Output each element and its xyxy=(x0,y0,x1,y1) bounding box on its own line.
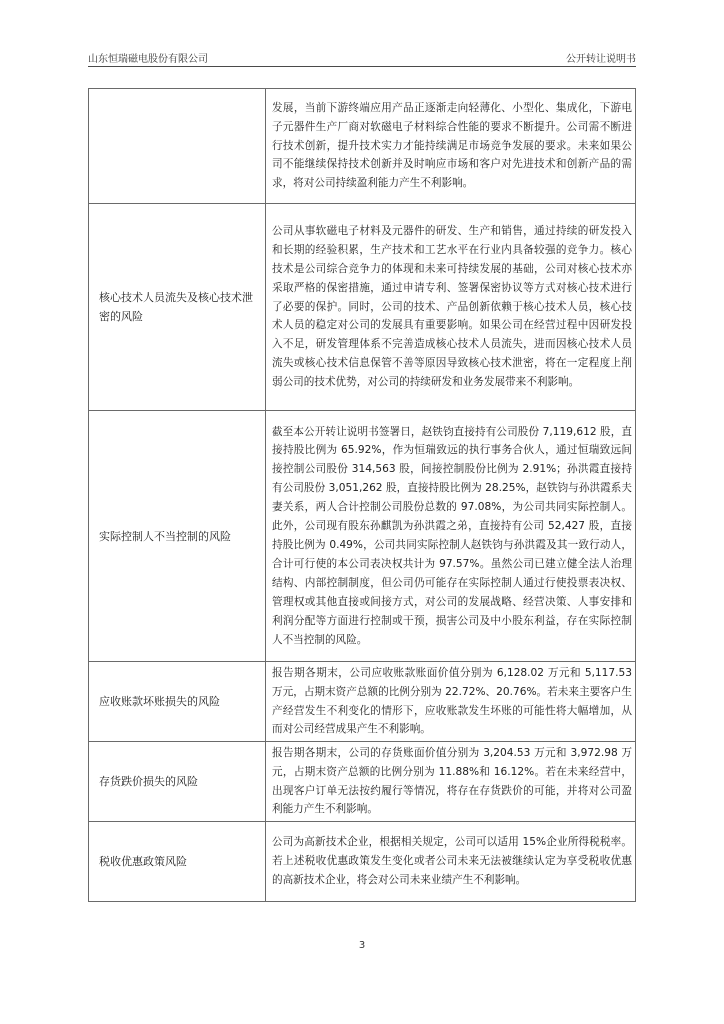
risk-description: 报告期各期末，公司的存货账面价值分别为 3,204.53 万元和 3,972.98 万元，占期末资产总额的比例分别为 11.88%和 16.12%。若在未来经营中，出现客户订单无法按约履行等情况，将存在存货跌价的可能，并将对公司盈利能力产生不利影响。 xyxy=(266,742,636,822)
risk-description: 截至本公开转让说明书签署日，赵铁钧直接持有公司股份 7,119,612 股，直接持股比例为 65.92%，作为恒瑞致远的执行事务合伙人，通过恒瑞致远间接控制公司股份 314,563 股，间接控制股份比例为 2.91%；孙洪霞直接持有公司股份 3,051,262 股，直接持股比例为 28.25%，赵铁钧与孙洪霞系夫妻关系，两人合计控制公司股份总数的 97.08%，为公司共同实际控制人。此外，公司现有股东孙麒凯为孙洪霞之弟，直接持有公司 52,427 股，直接持股比例为 0.49%，公司共同实际控制人赵铁钧与孙洪霞及其一致行动人，合计可行使的本公司表决权共计为 97.57%。虽然公司已建立健全法人治理结构、内部控制制度，但公司仍可能存在实际控制人通过行使投票表决权、管理权或其他直接或间接方式，对公司的发展战略、经营决策、人事安排和利润分配等方面进行控制或干预，损害公司及中小股东利益，存在实际控制人不当控制的风险。 xyxy=(266,411,636,662)
page-number: 3 xyxy=(358,940,366,951)
risk-name: 应收账款坏账损失的风险 xyxy=(89,662,266,742)
risk-name: 核心技术人员流失及核心技术泄密的风险 xyxy=(89,204,266,411)
table-row xyxy=(89,822,636,902)
risk-name: 税收优惠政策风险 xyxy=(89,822,266,902)
risk-description: 公司从事软磁电子材料及元器件的研发、生产和销售，通过持续的研发投入和长期的经验积累，生产技术和工艺水平在行业内具备较强的竞争力。核心技术是公司综合竞争力的体现和未来可持续发展的基础，公司对核心技术亦采取严格的保密措施，通过申请专利、签署保密协议等方式对核心技术进行了必要的保护。同时，公司的技术、产品创新依赖于核心技术人员，核心技术人员的稳定对公司的发展具有重要影响。如果公司在经营过程中因研发投入不足，研发管理体系不完善造成核心技术人员流失，进而因核心技术人员流失或核心技术信息保管不善等原因导致核心技术泄密，将在一定程度上削弱公司的技术优势，对公司的持续研发和业务发展带来不利影响。 xyxy=(266,204,636,411)
document-title: 公开转让说明书 xyxy=(566,54,636,65)
risk-description: 发展，当前下游终端应用产品正逐渐走向轻薄化、小型化、集成化，下游电子元器件生产厂商对软磁电子材料综合性能的要求不断提升。公司需不断进行技术创新，提升技术实力才能持续满足市场竞争发展的要求。未来如果公司不能继续保持技术创新并及时响应市场和客户对先进技术和创新产品的需求，将对公司持续盈利能力产生不利影响。 xyxy=(266,89,636,204)
risk-description: 公司为高新技术企业，根据相关规定，公司可以适用 15%企业所得税税率。若上述税收优惠政策发生变化或者公司未来无法被继续认定为享受税收优惠的高新技术企业，将会对公司未来业绩产生不利影响。 xyxy=(266,822,636,902)
table-row xyxy=(89,662,636,742)
table-row xyxy=(89,204,636,411)
risk-name xyxy=(89,89,266,204)
risk-table xyxy=(88,88,636,902)
table-row xyxy=(89,742,636,822)
page-header xyxy=(88,50,636,67)
company-name: 山东恒瑞磁电股份有限公司 xyxy=(88,54,208,65)
table-row xyxy=(89,411,636,662)
table-row xyxy=(89,89,636,204)
risk-description: 报告期各期末，公司应收账款账面价值分别为 6,128.02 万元和 5,117.53 万元，占期末资产总额的比例分别为 22.72%、20.76%。若未来主要客户生产经营发生不利变化的情形下，应收账款发生坏账的可能性将大幅增加，从而对公司经营成果产生不利影响。 xyxy=(266,662,636,742)
risk-name: 存货跌价损失的风险 xyxy=(89,742,266,822)
risk-name: 实际控制人不当控制的风险 xyxy=(89,411,266,662)
